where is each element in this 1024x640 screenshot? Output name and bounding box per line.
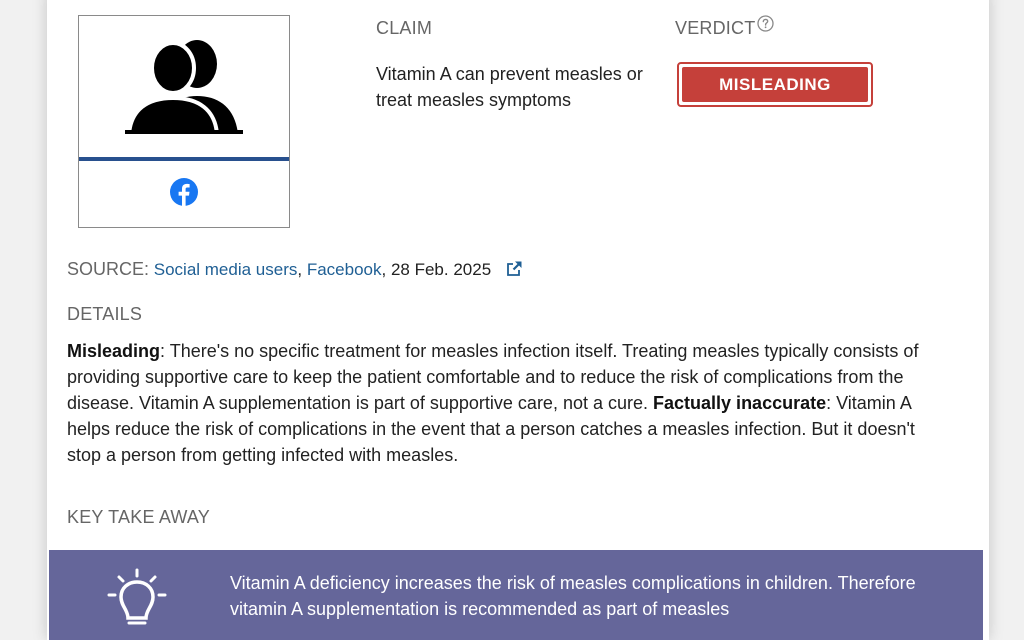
- detail-text: : Vitamin A helps reduce the risk of complications in the event that a person catches a measles infection. But it doesn't stop a person from getting infected with measles.: [67, 393, 915, 465]
- verdict-badge: [677, 62, 873, 107]
- detail-term: Misleading: [67, 341, 161, 361]
- claim-label: CLAIM: [376, 18, 433, 38]
- source-divider: [79, 157, 289, 161]
- details-label: DETAILS: [67, 304, 143, 324]
- source-platform-link[interactable]: Facebook: [306, 260, 382, 279]
- external-link-icon[interactable]: [506, 260, 523, 277]
- claim-text: Vitamin A can prevent measles or treat measles symptoms: [376, 64, 643, 110]
- lightbulb-icon: [106, 568, 168, 630]
- key-takeaway-text: Vitamin A deficiency increases the risk of measles complications in children. Therefore vitamin A supplementation is recommended as part of measles: [230, 573, 916, 619]
- source-line: [67, 259, 523, 280]
- source-separator: ,: [297, 260, 303, 279]
- details-text: [67, 338, 927, 468]
- source-card: [78, 15, 290, 228]
- verdict-label: VERDICT: [675, 18, 756, 38]
- source-who-link[interactable]: Social media users: [153, 260, 298, 279]
- source-date: , 28 Feb. 2025: [381, 260, 492, 279]
- people-group-icon: [125, 38, 243, 134]
- source-label: SOURCE:: [67, 259, 150, 279]
- help-circle-icon[interactable]: [757, 15, 774, 32]
- key-takeaway-label: KEY TAKE AWAY: [67, 507, 210, 527]
- facebook-icon[interactable]: [169, 177, 199, 207]
- verdict-badge-label: MISLEADING: [682, 67, 868, 102]
- detail-text: : There's no specific treatment for measles infection itself. Treating measles typically consists of providing supportive care to keep the patient comfortable and to reduce the risk of complications from the disease. Vitamin A supplementation is part of supportive care, not a cure.: [67, 341, 919, 413]
- detail-term: Factually inaccurate: [653, 393, 827, 413]
- key-takeaway-panel: [49, 550, 983, 640]
